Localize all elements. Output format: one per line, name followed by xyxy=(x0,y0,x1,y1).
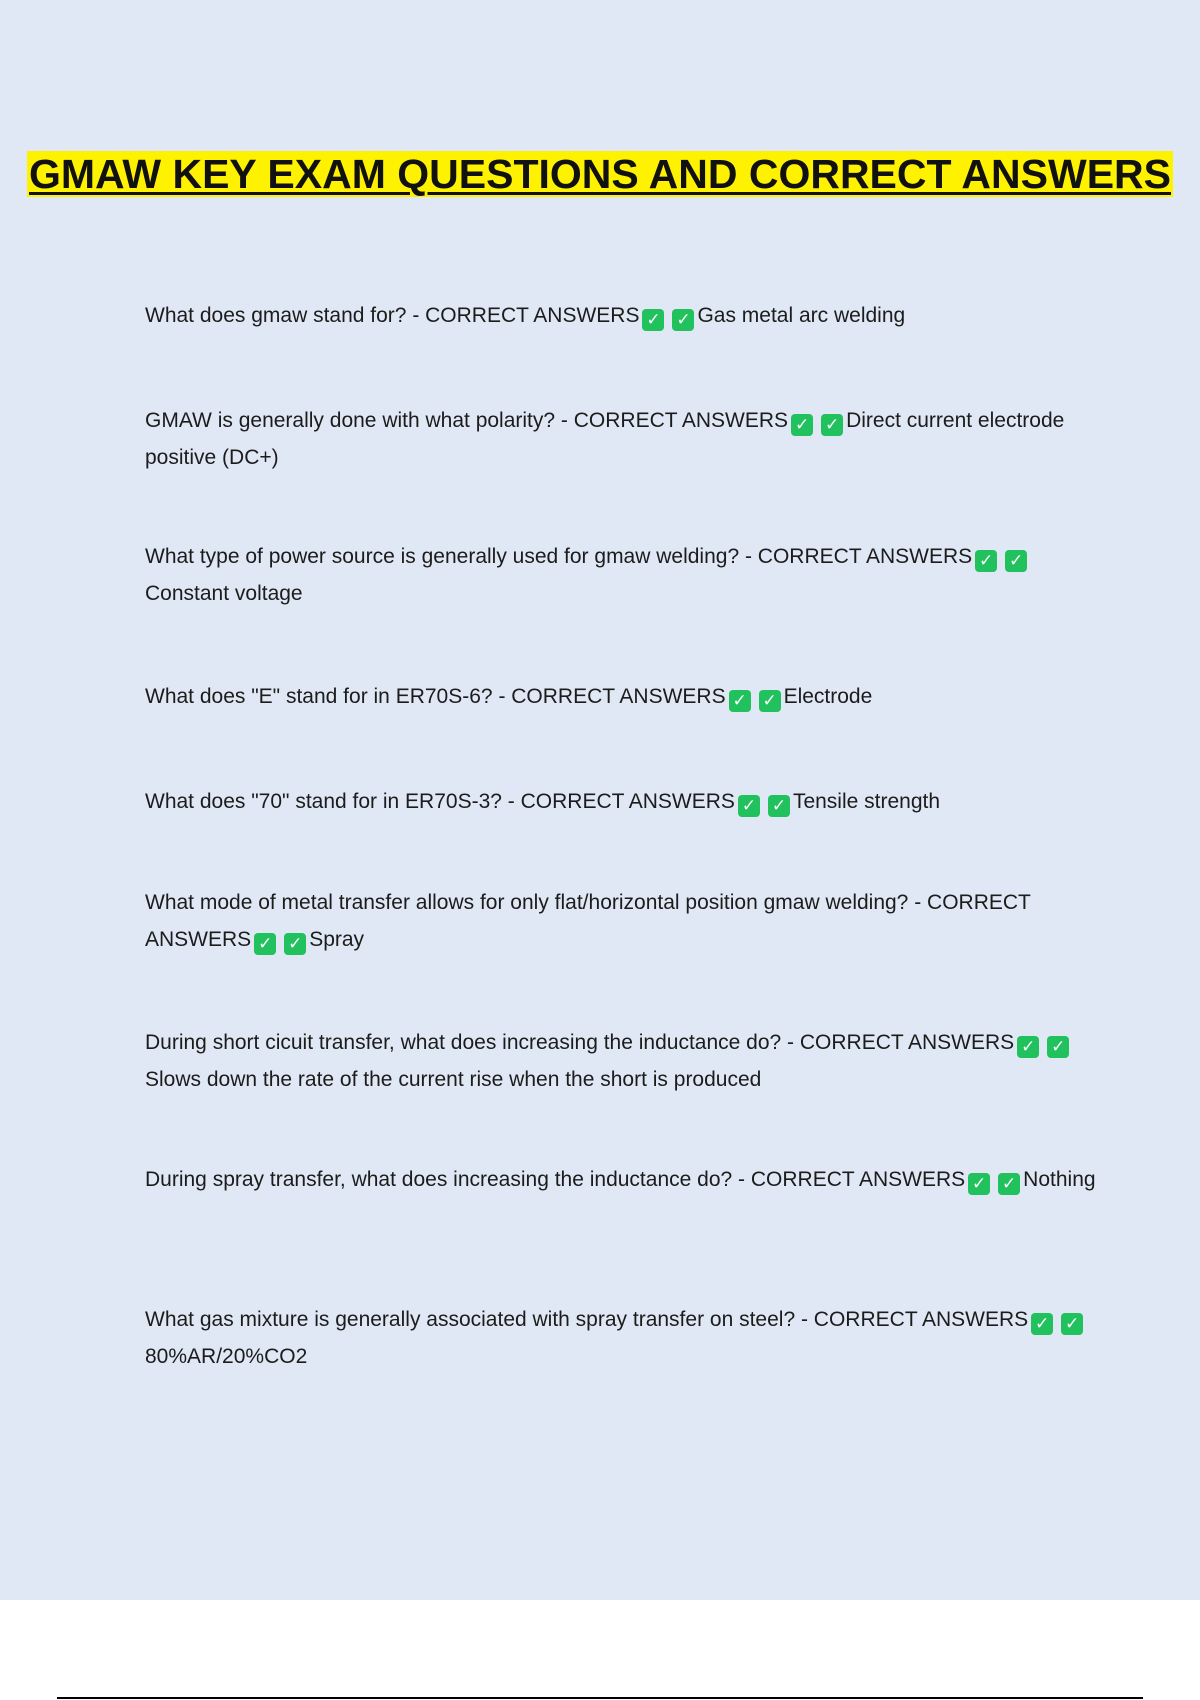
answer-marker: - CORRECT ANSWERS xyxy=(738,1168,966,1191)
answer-marker: - CORRECT ANSWERS xyxy=(744,545,973,568)
qa-item xyxy=(145,297,1105,334)
answer-marker: - CORRECT ANSWERS xyxy=(145,891,1031,951)
title-block xyxy=(0,140,1200,209)
check-icon: ✓ xyxy=(1031,1313,1053,1335)
footer-divider xyxy=(57,1697,1143,1699)
check-icon: ✓ xyxy=(1061,1313,1083,1335)
question-text: During spray transfer, what does increasing the inductance do? xyxy=(145,1168,733,1191)
answer-text: Constant voltage xyxy=(145,582,303,605)
answer-text: Slows down the rate of the current rise when the short is produced xyxy=(145,1068,762,1091)
check-icon: ✓ xyxy=(254,933,276,955)
check-icon: ✓ xyxy=(729,690,751,712)
answer-marker: - CORRECT ANSWERS xyxy=(498,685,726,708)
check-icon: ✓ xyxy=(821,414,843,436)
check-icon: ✓ xyxy=(672,309,694,331)
check-icon: ✓ xyxy=(284,933,306,955)
question-text: What mode of metal transfer allows for only flat/horizontal position gmaw welding? xyxy=(145,891,909,914)
check-icon: ✓ xyxy=(1005,550,1027,572)
answer-marker: - CORRECT ANSWERS xyxy=(412,304,640,327)
qa-item xyxy=(145,783,1105,820)
answer-text: 80%AR/20%CO2 xyxy=(145,1345,308,1368)
qa-item xyxy=(145,1161,1105,1198)
answer-marker: - CORRECT ANSWERS xyxy=(787,1031,1015,1054)
check-icon: ✓ xyxy=(998,1173,1020,1195)
check-icon: ✓ xyxy=(791,414,813,436)
qa-item xyxy=(145,1301,1105,1375)
question-text: What does "E" stand for in ER70S-6? xyxy=(145,685,493,708)
answer-marker: - CORRECT ANSWERS xyxy=(560,409,789,432)
question-text: What does "70" stand for in ER70S-3? xyxy=(145,790,502,813)
check-icon: ✓ xyxy=(968,1173,990,1195)
page-title: GMAW KEY EXAM QUESTIONS AND CORRECT ANSWERS xyxy=(29,151,1171,197)
qa-item xyxy=(145,678,1105,715)
check-icon: ✓ xyxy=(975,550,997,572)
check-icon: ✓ xyxy=(1017,1036,1039,1058)
question-text: GMAW is generally done with what polarity? xyxy=(145,409,556,432)
answer-marker: - CORRECT ANSWERS xyxy=(800,1308,1029,1331)
answer-text: Direct current electrode positive (DC+) xyxy=(145,409,1065,469)
qa-item xyxy=(145,402,1105,476)
qa-item xyxy=(145,1024,1105,1098)
qa-item xyxy=(145,884,1105,958)
question-text: What gas mixture is generally associated with spray transfer on steel? xyxy=(145,1308,796,1331)
answer-text: Electrode xyxy=(783,685,873,708)
check-icon: ✓ xyxy=(738,795,760,817)
answer-marker: - CORRECT ANSWERS xyxy=(507,790,735,813)
question-text: What type of power source is generally used for gmaw welding? xyxy=(145,545,740,568)
check-icon: ✓ xyxy=(759,690,781,712)
answer-text: Nothing xyxy=(1023,1168,1096,1191)
answer-text: Tensile strength xyxy=(792,790,941,813)
qa-item xyxy=(145,538,1105,612)
answer-text: Spray xyxy=(309,928,365,951)
check-icon: ✓ xyxy=(642,309,664,331)
question-text: During short cicuit transfer, what does increasing the inductance do? xyxy=(145,1031,782,1054)
check-icon: ✓ xyxy=(768,795,790,817)
check-icon: ✓ xyxy=(1047,1036,1069,1058)
answer-text: Gas metal arc welding xyxy=(697,304,906,327)
question-text: What does gmaw stand for? xyxy=(145,304,407,327)
